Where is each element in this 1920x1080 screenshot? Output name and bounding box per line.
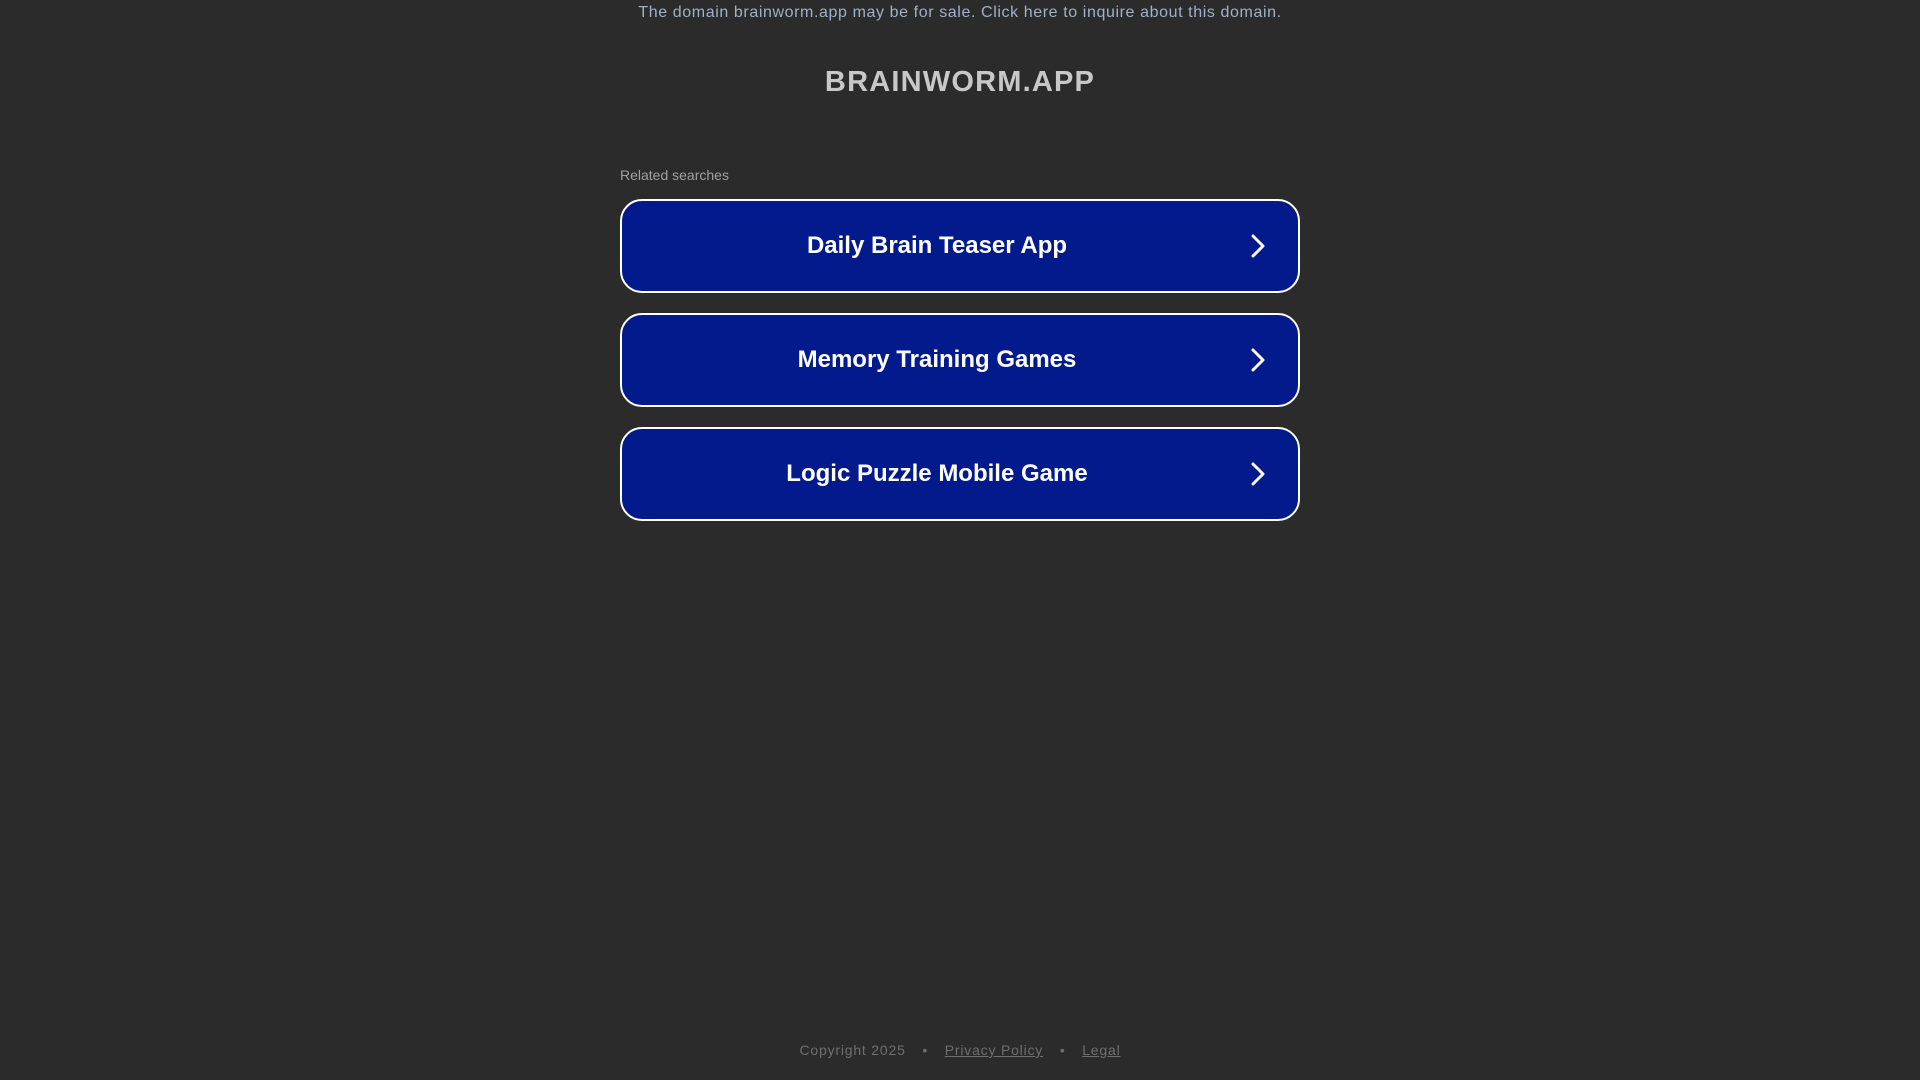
domain-sale-banner[interactable]: The domain brainworm.app may be for sale. Click here to inquire about this domain. (638, 4, 1282, 21)
footer (0, 1042, 1920, 1058)
copyright-text: Copyright 2025 (799, 1042, 906, 1058)
related-search-label: Daily Brain Teaser App (806, 232, 1068, 259)
privacy-policy-link[interactable]: Privacy Policy (944, 1042, 1044, 1058)
related-searches-label: Related searches (620, 167, 729, 183)
footer-separator: • (922, 1042, 929, 1058)
chevron-right-icon (1246, 348, 1270, 372)
related-search-daily-brain-teaser-app[interactable] (620, 199, 1300, 293)
related-search-logic-puzzle-mobile-game[interactable] (620, 427, 1300, 521)
related-search-label: Memory Training Games (797, 346, 1077, 373)
related-search-memory-training-games[interactable] (620, 313, 1300, 407)
domain-title: BRAINWORM.APP (824, 66, 1096, 98)
footer-separator: • (1059, 1042, 1066, 1058)
chevron-right-icon (1246, 462, 1270, 486)
related-searches-list (620, 199, 1300, 541)
chevron-right-icon (1246, 234, 1270, 258)
related-search-label: Logic Puzzle Mobile Game (786, 460, 1088, 487)
legal-link[interactable]: Legal (1082, 1042, 1121, 1058)
